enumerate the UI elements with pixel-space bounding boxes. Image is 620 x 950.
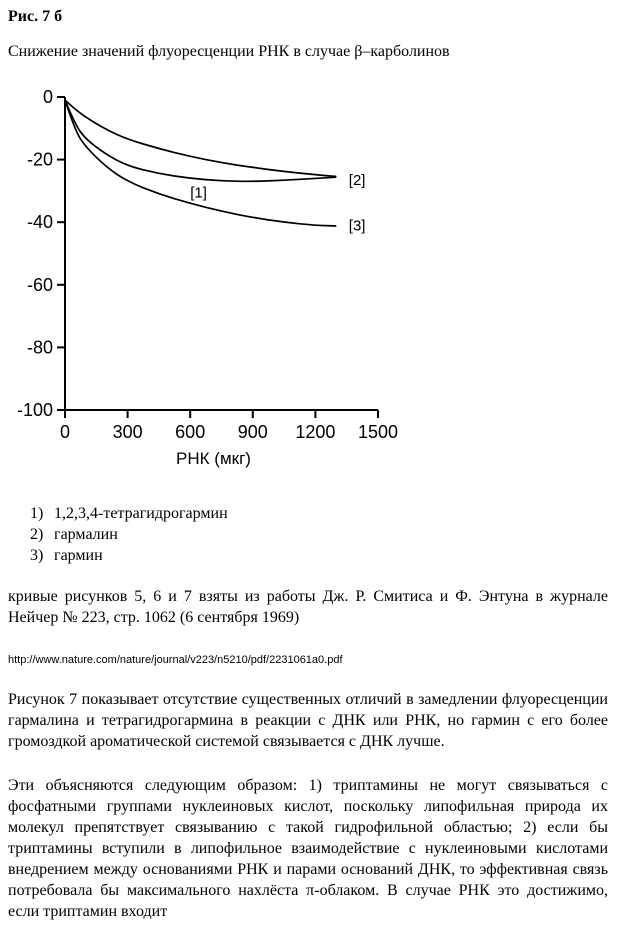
fluorescence-line-chart xyxy=(8,89,608,479)
figure-title: Рис. 7 б xyxy=(8,8,63,25)
figure-subtitle: Снижение значений флуоресценции РНК в случае β–карболинов xyxy=(8,43,450,60)
source-url: http://www.nature.com/nature/journal/v223/n5210/pdf/2231061a0.pdf xyxy=(8,654,343,666)
chart-canvas xyxy=(8,89,418,474)
svg-text:[1]: [1] xyxy=(190,184,207,202)
source-reference-paragraph: кривые рисунков 5, 6 и 7 взяты из работы Дж. Р. Смитиса и Ф. Энтуна в журнале Нейчер № 223, стр. 1062 (6 сентября 1969) xyxy=(8,588,608,626)
legend-item-number: 3) xyxy=(30,547,44,564)
svg-text:-20: -20 xyxy=(26,149,53,170)
legend-item-label: гармалин xyxy=(54,526,118,543)
svg-text:900: 900 xyxy=(237,422,268,442)
svg-text:-100: -100 xyxy=(16,400,53,420)
svg-text:1200: 1200 xyxy=(295,422,336,442)
paragraph-explanation: Эти объясняются следующим образом: 1) триптамины не могут связываться с фосфатными группами нуклеиновых кислот, поскольку липофильная природа их молекул препятствует связыванию с такой гидрофильной областью; 2) если бы триптамины вступили в липофильное взаимодействие с нуклеиновыми кислотами внедрением между основаниями РНК и парами оснований ДНК, то эффективная связь потребовала бы максимального нахлёста π-облаком. В случае РНК это достижимо, если триптамин входит xyxy=(8,777,608,920)
svg-text:300: 300 xyxy=(112,422,143,442)
svg-text:-40: -40 xyxy=(26,212,53,233)
legend-item xyxy=(30,503,608,524)
svg-text:РНК (мкг): РНК (мкг) xyxy=(176,449,251,468)
legend-item xyxy=(30,545,608,566)
legend-item-label: гармин xyxy=(54,547,103,564)
legend-item-label: 1,2,3,4-тетрагидрогармин xyxy=(54,505,228,522)
svg-text:-60: -60 xyxy=(26,274,53,295)
legend-item-number: 1) xyxy=(30,505,44,522)
svg-text:0: 0 xyxy=(59,422,71,442)
svg-text:0: 0 xyxy=(42,89,53,107)
svg-text:600: 600 xyxy=(175,422,206,442)
svg-text:1500: 1500 xyxy=(357,422,399,442)
svg-text:[2]: [2] xyxy=(348,171,366,189)
paragraph-figure7-discussion: Рисунок 7 показывает отсутствие существенных отличий в замедлении флуоресценции гармалина и тетрагидрогармина в реакции с ДНК или РНК, но гармин с его более громоздкой ароматической системой связывается с ДНК лучше. xyxy=(8,691,608,750)
svg-text:-80: -80 xyxy=(26,337,53,358)
legend-list xyxy=(30,503,608,566)
legend-item xyxy=(30,524,608,545)
legend-item-number: 2) xyxy=(30,526,44,543)
svg-text:[3]: [3] xyxy=(348,217,366,235)
